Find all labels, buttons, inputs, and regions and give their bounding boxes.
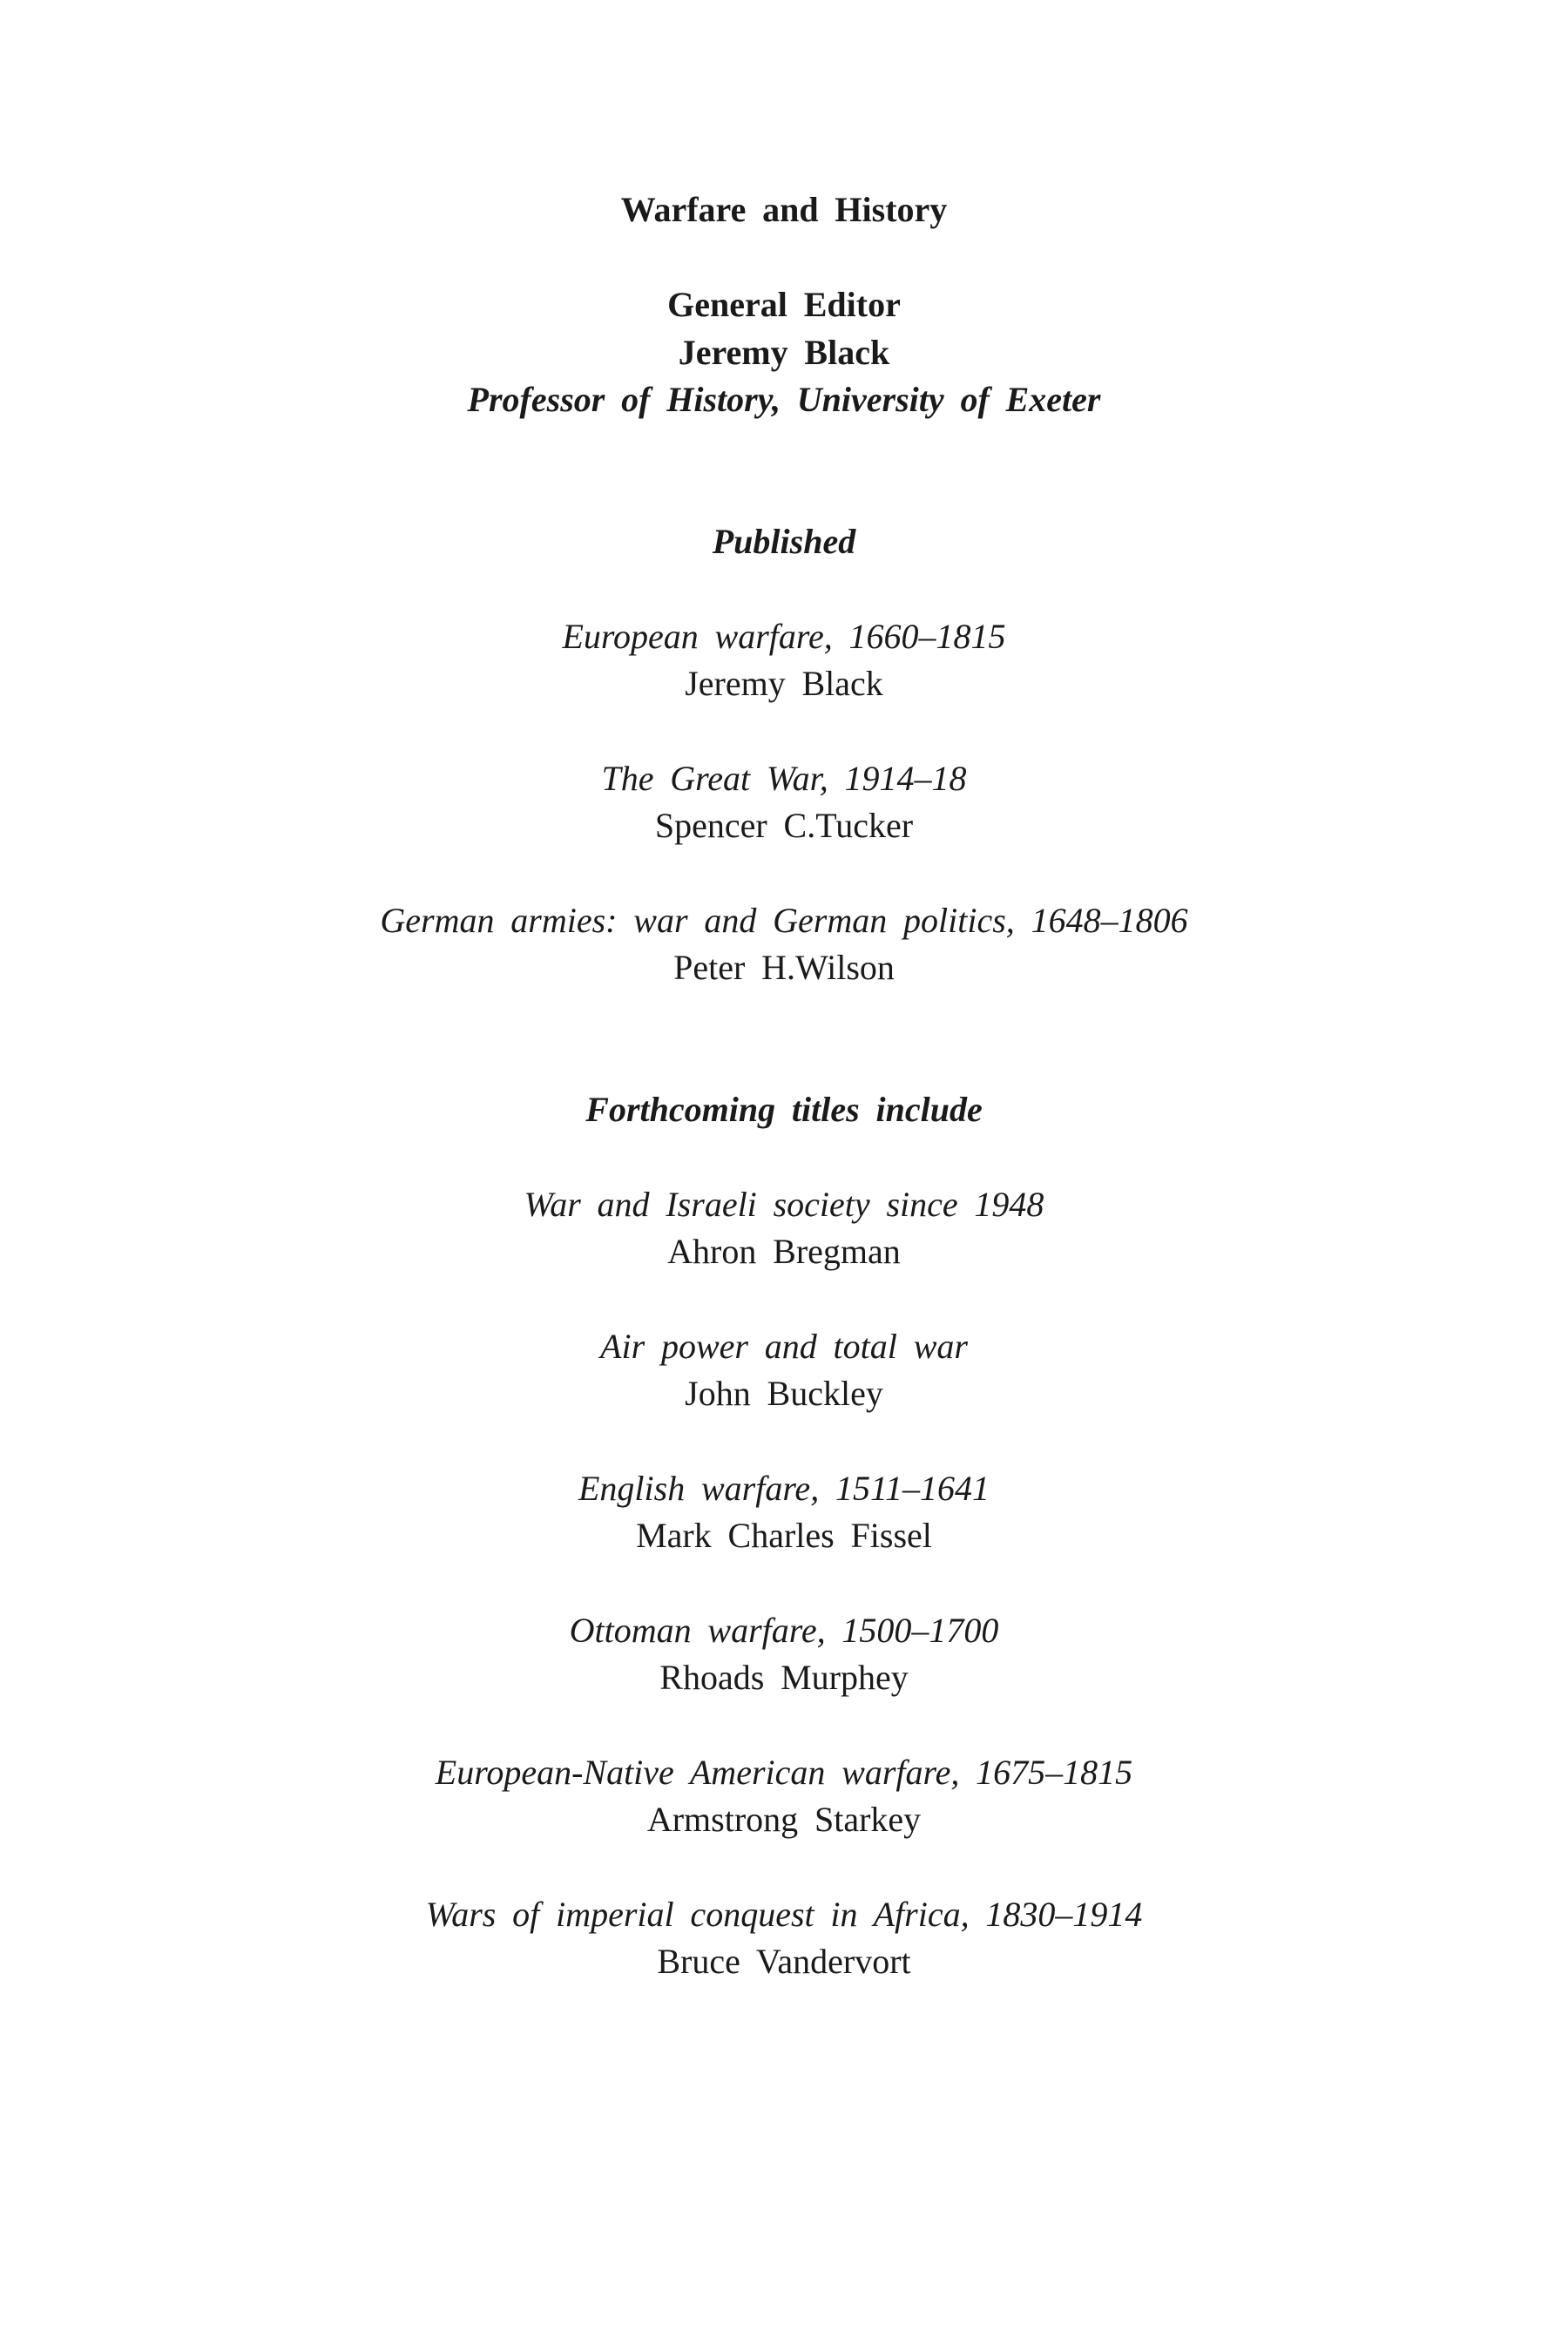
editor-affiliation: Professor of History, University of Exeter <box>467 380 1101 419</box>
editor-name: Jeremy Black <box>678 333 890 372</box>
editor-heading: General Editor <box>667 285 901 324</box>
forthcoming-book-author: Rhoads Murphey <box>659 1658 909 1697</box>
published-book-title: The Great War, 1914–18 <box>601 759 967 798</box>
forthcoming-book-title: Wars of imperial conquest in Africa, 1830–1914 <box>425 1895 1143 1934</box>
published-book-title: European warfare, 1660–1815 <box>562 617 1006 656</box>
published-book-author: Spencer C.Tucker <box>654 806 914 845</box>
forthcoming-book-title: Air power and total war <box>600 1327 968 1366</box>
forthcoming-book-author: Ahron Bregman <box>667 1232 901 1271</box>
series-title: Warfare and History <box>620 190 948 229</box>
forthcoming-book-title: War and Israeli society since 1948 <box>524 1185 1044 1224</box>
forthcoming-book-author: Armstrong Starkey <box>646 1800 922 1839</box>
forthcoming-book-title: Ottoman warfare, 1500–1700 <box>569 1611 999 1650</box>
published-book-author: Peter H.Wilson <box>673 948 895 987</box>
forthcoming-book-author: Bruce Vandervort <box>657 1942 911 1981</box>
forthcoming-book-title: European-Native American warfare, 1675–1815 <box>435 1753 1133 1792</box>
forthcoming-book-author: Mark Charles Fissel <box>636 1516 932 1555</box>
forthcoming-heading: Forthcoming titles include <box>585 1090 983 1129</box>
published-book-title: German armies: war and German politics, 1648–1806 <box>380 901 1188 940</box>
published-book-author: Jeremy Black <box>685 664 883 703</box>
forthcoming-book-title: English warfare, 1511–1641 <box>578 1469 990 1508</box>
forthcoming-book-author: John Buckley <box>685 1374 883 1413</box>
published-heading: Published <box>712 522 856 561</box>
